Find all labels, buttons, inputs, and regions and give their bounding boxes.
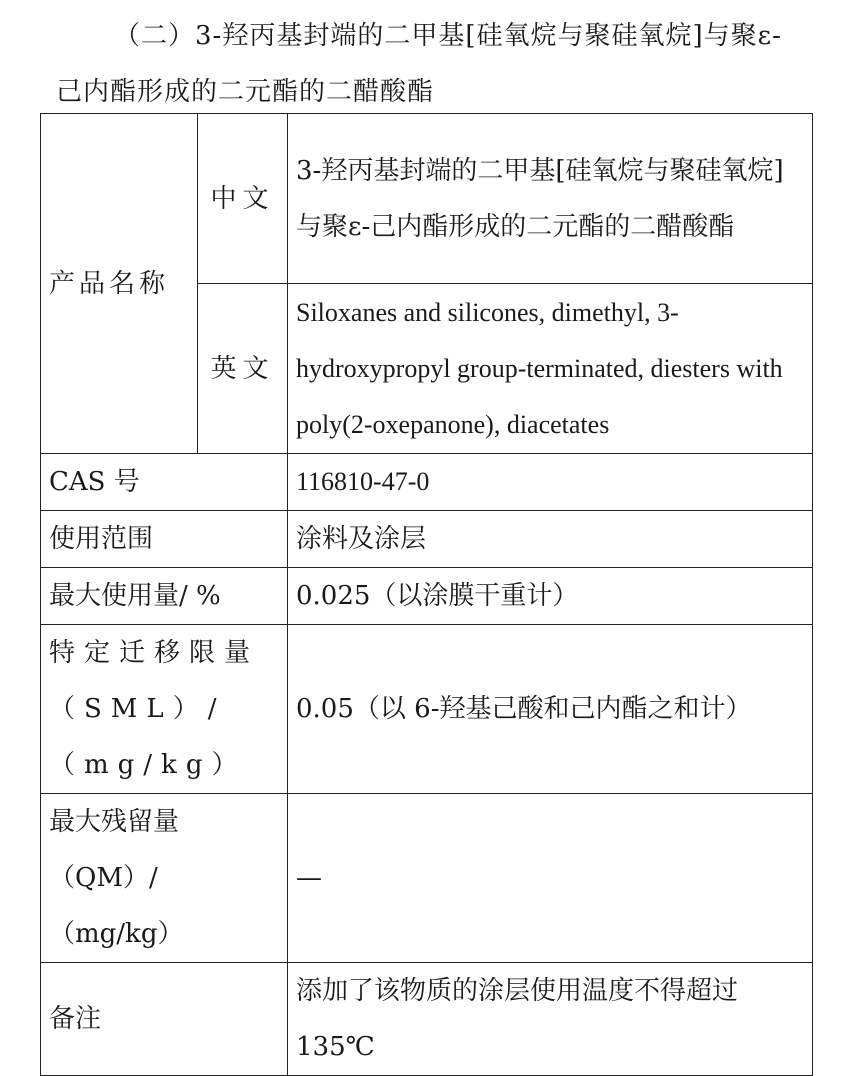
chinese-name-label: 中文 (198, 114, 288, 284)
sml-value: 0.05（以 6-羟基己酸和己内酯之和计） (288, 625, 813, 794)
table-row-max-use (41, 568, 813, 625)
table-row-note (41, 963, 813, 1076)
sml-label: 特定迁移限量（SML）/（mg/kg） (41, 625, 288, 794)
english-name-label: 英文 (198, 284, 288, 454)
cas-value: 116810-47-0 (288, 454, 813, 511)
table-row-sml (41, 625, 813, 794)
heading-line-1: （二）3-羟丙基封端的二甲基[硅氧烷与聚硅氧烷]与聚ε- (114, 21, 782, 51)
note-label: 备注 (41, 963, 288, 1076)
table-row-qm (41, 794, 813, 963)
max-use-value: 0.025（以涂膜干重计） (288, 568, 813, 625)
note-value: 添加了该物质的涂层使用温度不得超过 135℃ (288, 963, 813, 1076)
max-use-label: 最大使用量/ % (41, 568, 288, 625)
cas-label: CAS 号 (41, 454, 288, 511)
table-row-name-chinese (41, 114, 813, 284)
table-row-scope (41, 511, 813, 568)
scope-label: 使用范围 (41, 511, 288, 568)
scope-value: 涂料及涂层 (288, 511, 813, 568)
qm-label: 最大残留量（QM）/（mg/kg） (41, 794, 288, 963)
chinese-name-value: 3-羟丙基封端的二甲基[硅氧烷与聚硅氧烷]与聚ε-己内酯形成的二元酯的二醋酸酯 (288, 114, 813, 284)
qm-value: — (288, 794, 813, 963)
table-row-cas (41, 454, 813, 511)
heading-line-2: 己内酯形成的二元酯的二醋酸酯 (56, 77, 435, 107)
product-name-label: 产品名称 (41, 114, 198, 454)
substance-spec-table (40, 113, 813, 1076)
english-name-value: Siloxanes and silicones, dimethyl, 3-hydroxypropyl group-terminated, diesters with poly(2-oxepanone), diacetates (288, 284, 813, 454)
document-heading (56, 8, 816, 120)
